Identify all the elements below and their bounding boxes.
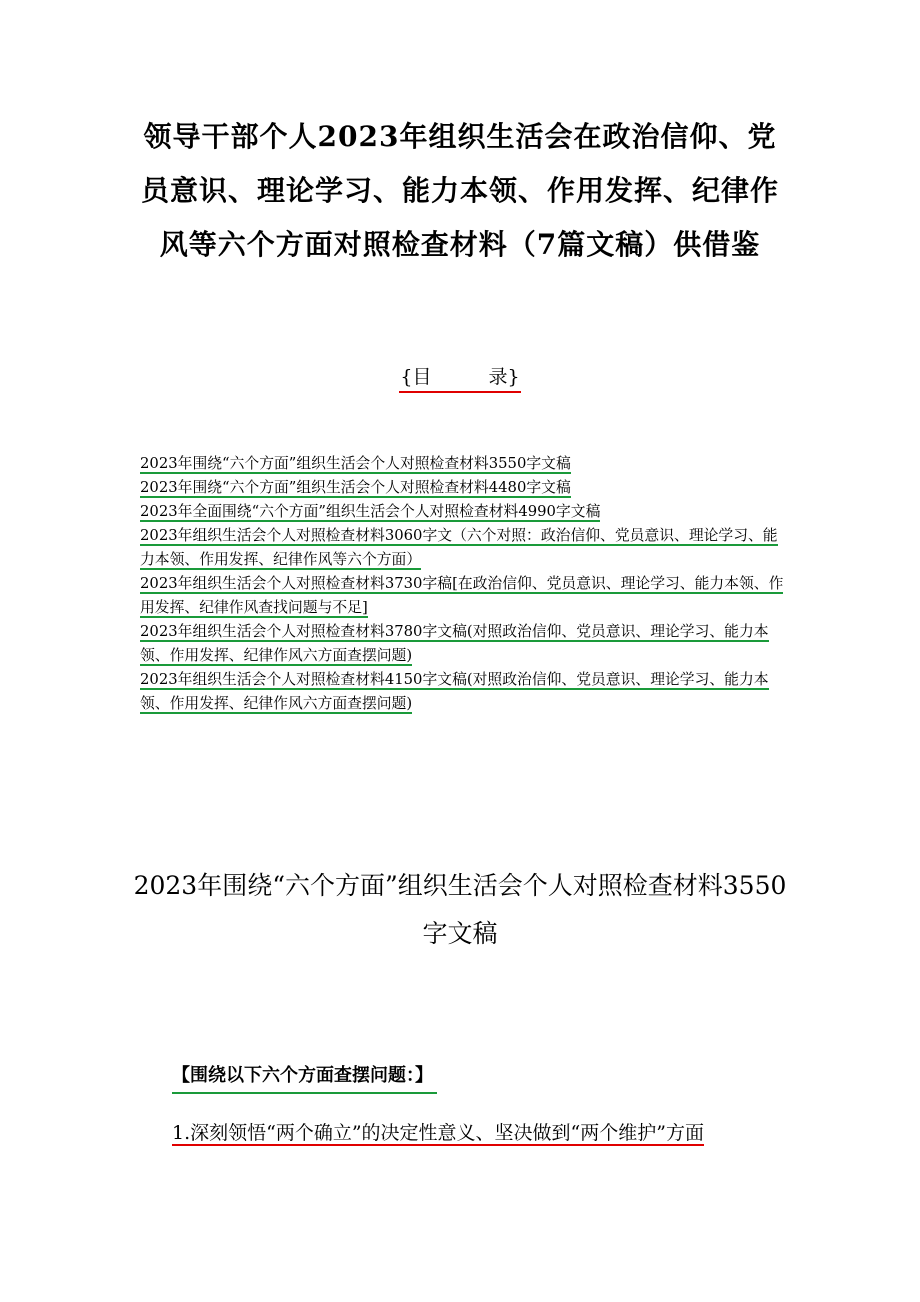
- toc-item: [140, 452, 790, 476]
- table-of-contents: [140, 452, 790, 716]
- toc-link-7[interactable]: 2023年组织生活会个人对照检查材料4150字文稿(对照政治信仰、党员意识、理论学习、能力本领、作用发挥、纪律作风六方面查摆问题): [140, 671, 769, 712]
- toc-item: [140, 476, 790, 500]
- toc-item: [140, 500, 790, 524]
- toc-link-4[interactable]: 2023年组织生活会个人对照检查材料3060字文（六个对照：政治信仰、党员意识、理论学习、能力本领、作用发挥、纪律作风等六个方面）: [140, 527, 778, 568]
- toc-heading-label: {目 录}: [399, 363, 520, 393]
- toc-item: [140, 572, 790, 620]
- section-subhead: 【围绕以下六个方面查摆问题：】: [172, 1060, 437, 1094]
- toc-link-5[interactable]: 2023年组织生活会个人对照检查材料3730字稿[在政治信仰、党员意识、理论学习、能力本领、作用发挥、纪律作风查找问题与不足]: [140, 575, 784, 616]
- section-title: 2023年围绕“六个方面”组织生活会个人对照检查材料3550字文稿: [133, 871, 787, 948]
- point-heading-1-text: 1.深刻领悟“两个确立”的决定性意义、坚决做到“两个维护”方面: [172, 1122, 704, 1144]
- toc-item: [140, 620, 790, 668]
- toc-link-2[interactable]: 2023年围绕“六个方面”组织生活会个人对照检查材料4480字文稿: [140, 479, 571, 496]
- document-title: 领导干部个人2023年组织生活会在政治信仰、党员意识、理论学习、能力本领、作用发挥、纪律作风等六个方面对照检查材料（7篇文稿）供借鉴: [140, 120, 779, 261]
- point-heading-1: [140, 1108, 785, 1158]
- toc-heading: [0, 363, 920, 393]
- toc-link-1[interactable]: 2023年围绕“六个方面”组织生活会个人对照检查材料3550字文稿: [140, 455, 571, 472]
- toc-item: [140, 668, 790, 716]
- toc-link-6[interactable]: 2023年组织生活会个人对照检查材料3780字文稿(对照政治信仰、党员意识、理论学习、能力本领、作用发挥、纪律作风六方面查摆问题): [140, 623, 769, 664]
- toc-link-3[interactable]: 2023年全面围绕“六个方面”组织生活会个人对照检查材料4990字文稿: [140, 503, 601, 520]
- toc-item: [140, 524, 790, 572]
